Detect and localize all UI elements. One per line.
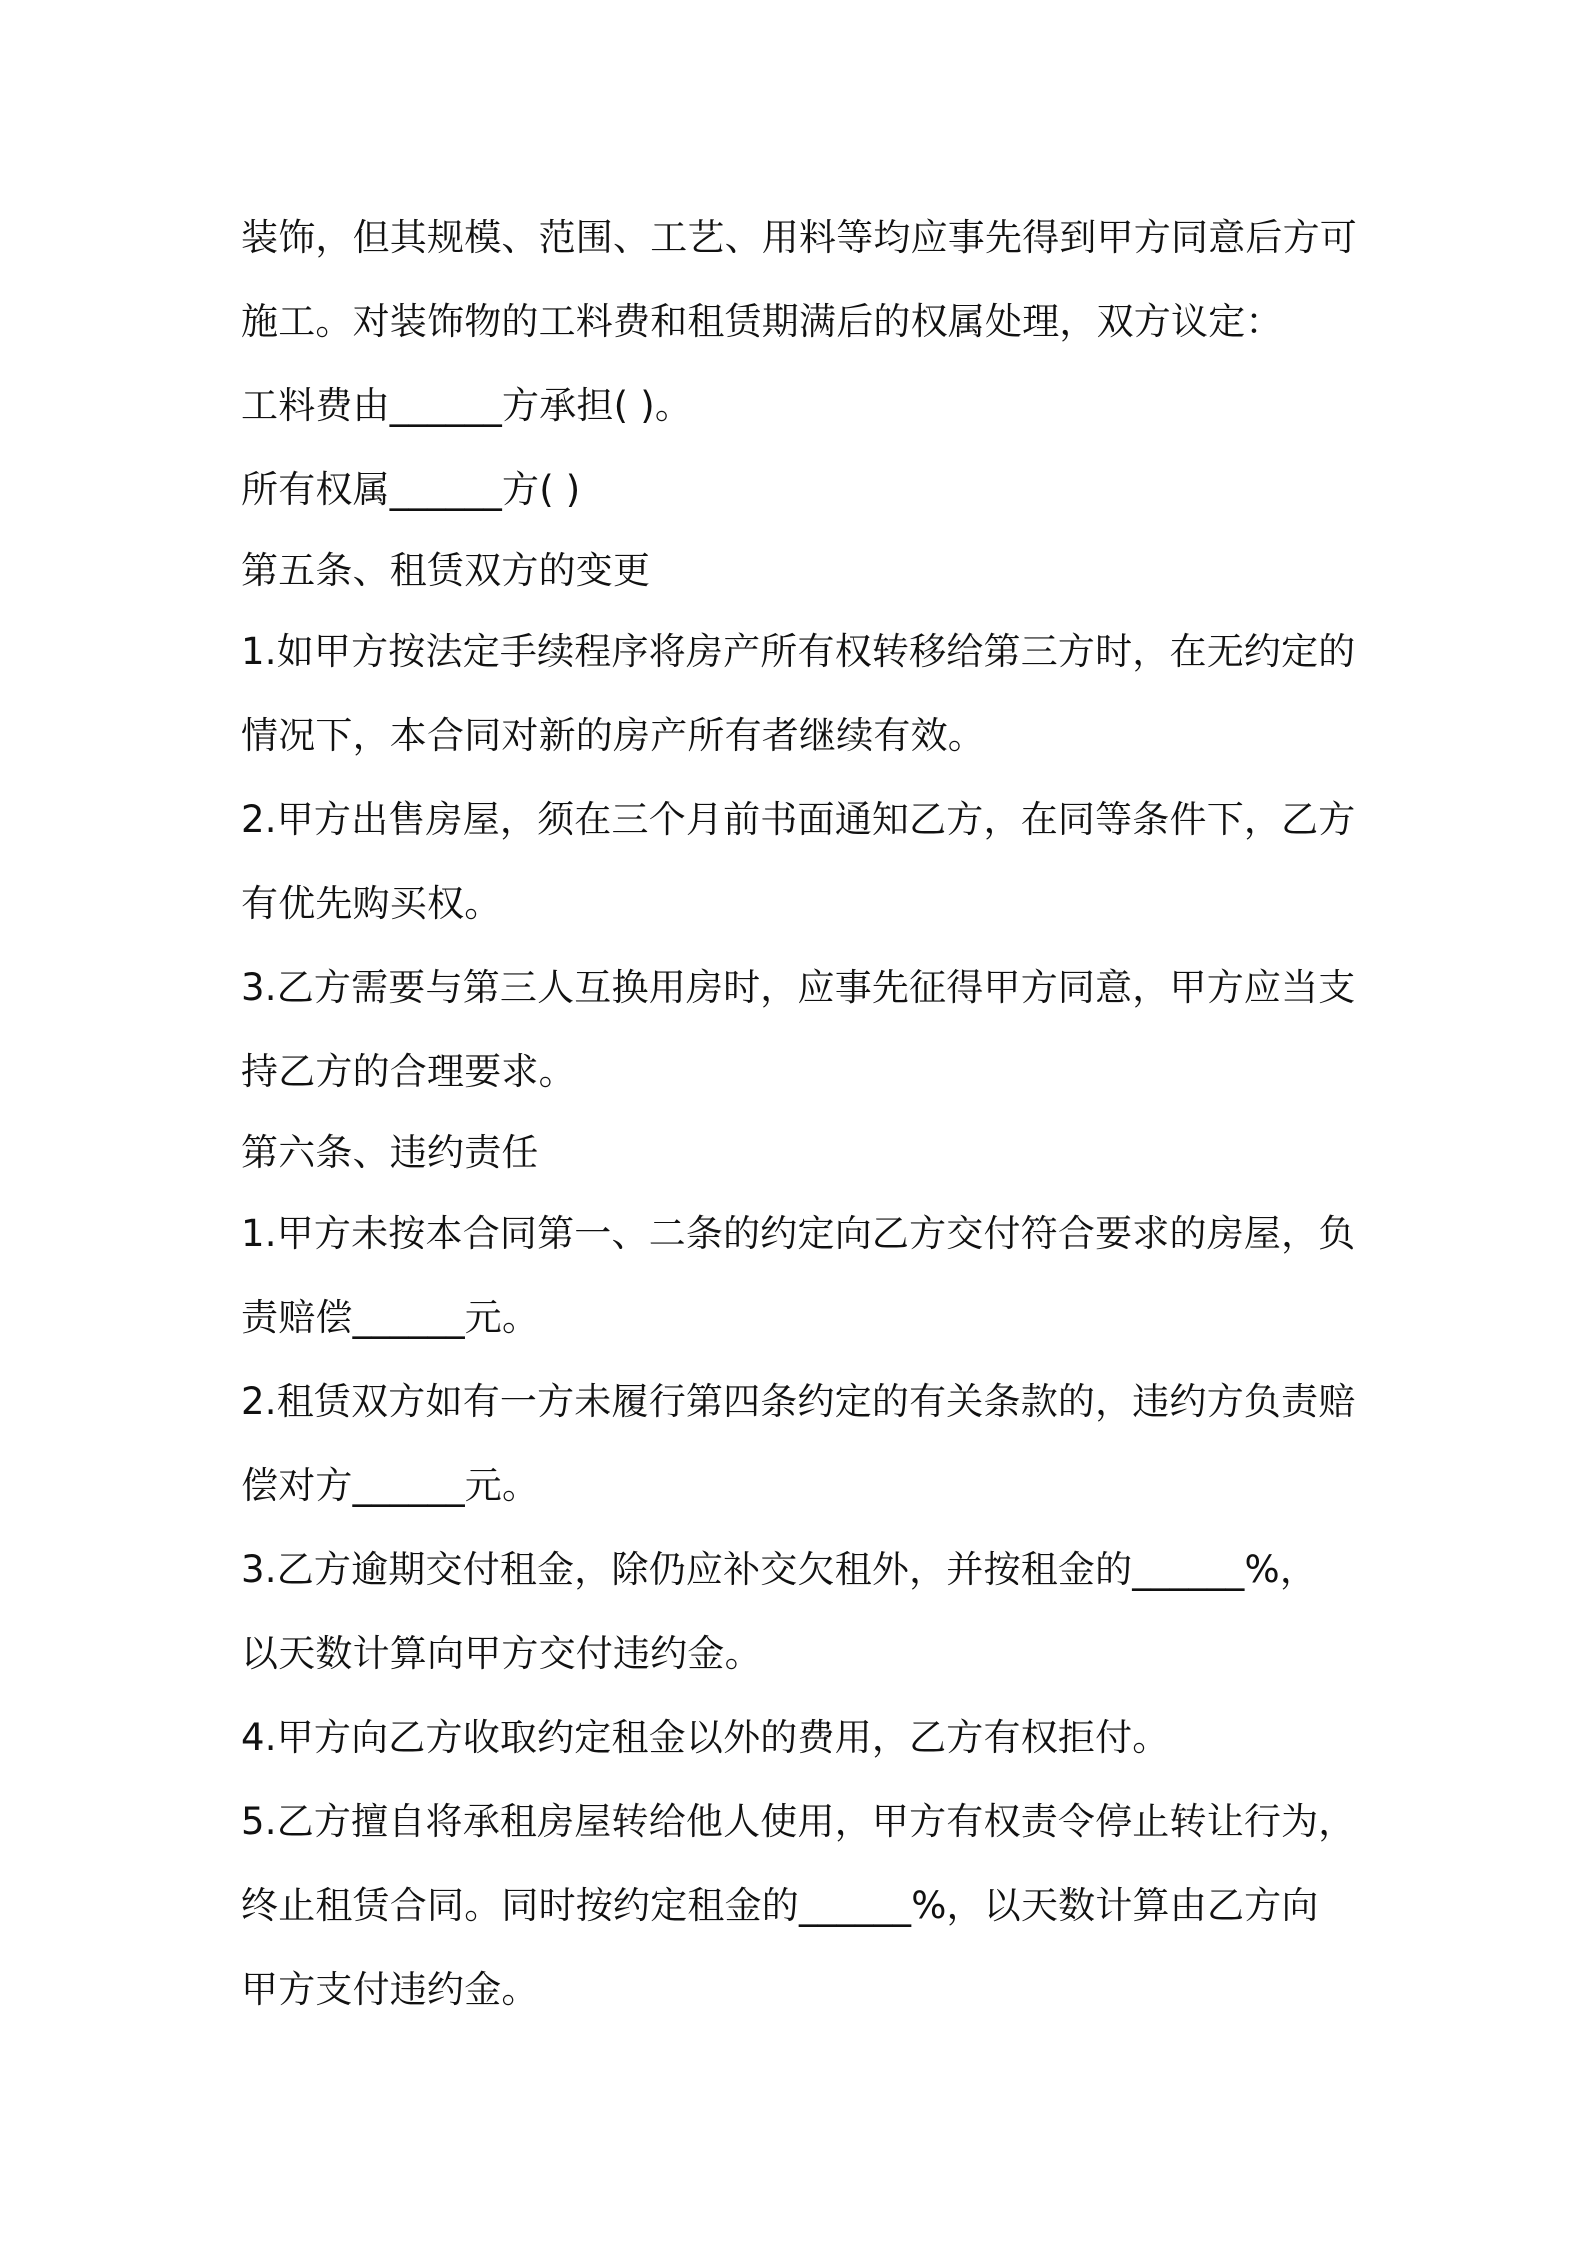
document-body <box>241 196 1361 2032</box>
text-line: 5.乙方擅自将承租房屋转给他人使用，甲方有权责令停止转让行为， <box>241 1800 1356 1843</box>
text-line: 装饰，但其规模、范围、工艺、用料等均应事先得到甲方同意后方可 <box>241 216 1357 259</box>
text-line: 终止租赁合同。同时按约定租金的______%，以天数计算由乙方向 <box>241 1884 1319 1927</box>
text-line: 工料费由______方承担( )。 <box>241 384 693 427</box>
text-line: 所有权属______方( ) <box>241 468 581 511</box>
text-line: 施工。对装饰物的工料费和租赁期满后的权属处理，双方议定： <box>241 300 1283 343</box>
text-line: 3.乙方需要与第三人互换用房时，应事先征得甲方同意，甲方应当支 <box>241 966 1356 1009</box>
text-line: 2.甲方出售房屋，须在三个月前书面通知乙方，在同等条件下，乙方 <box>241 798 1356 841</box>
text-line: 有优先购买权。 <box>241 882 502 925</box>
text-line: 甲方支付违约金。 <box>241 1968 539 2011</box>
text-line: 持乙方的合理要求。 <box>241 1050 576 1093</box>
section-heading: 第六条、违约责任 <box>241 1131 539 1174</box>
section-heading: 第五条、租赁双方的变更 <box>241 549 651 592</box>
text-line: 情况下，本合同对新的房产所有者继续有效。 <box>241 714 985 757</box>
text-line: 以天数计算向甲方交付违约金。 <box>241 1632 762 1675</box>
text-line: 责赔偿______元。 <box>241 1296 540 1339</box>
text-line: 4.甲方向乙方收取约定租金以外的费用，乙方有权拒付。 <box>241 1716 1170 1759</box>
text-line: 1.如甲方按法定手续程序将房产所有权转移给第三方时，在无约定的 <box>241 630 1356 673</box>
text-line: 2.租赁双方如有一方未履行第四条约定的有关条款的，违约方负责赔 <box>241 1380 1356 1423</box>
text-line: 1.甲方未按本合同第一、二条的约定向乙方交付符合要求的房屋，负 <box>241 1212 1356 1255</box>
text-line: 偿对方______元。 <box>241 1464 540 1507</box>
text-line: 3.乙方逾期交付租金，除仍应补交欠租外，并按租金的______%， <box>241 1548 1318 1591</box>
